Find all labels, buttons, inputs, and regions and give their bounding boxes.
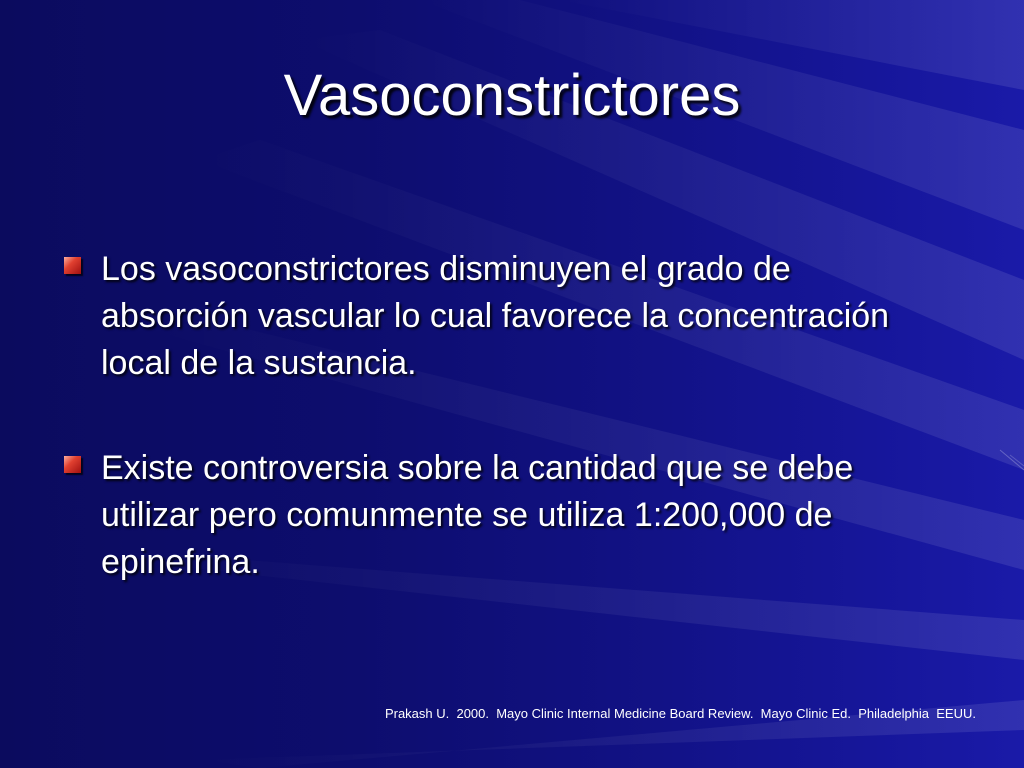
bullet-list xyxy=(64,246,944,586)
square-bullet-icon xyxy=(64,257,81,274)
bullet-item xyxy=(64,246,944,387)
slide-title: Vasoconstrictores xyxy=(283,63,741,128)
bullet-text: Existe controversia sobre la cantidad que se debe utilizar pero comunmente se utiliza 1:200,000 de epinefrina. xyxy=(101,449,854,581)
bullet-item xyxy=(64,445,944,586)
citation: Prakash U. 2000. Mayo Clinic Internal Medicine Board Review. Mayo Clinic Ed. Philadelphia EEUU. xyxy=(384,706,976,721)
bullet-text: Los vasoconstrictores disminuyen el grado de absorción vascular lo cual favorece la concentración local de la sustancia. xyxy=(101,250,890,382)
square-bullet-icon xyxy=(64,456,81,473)
